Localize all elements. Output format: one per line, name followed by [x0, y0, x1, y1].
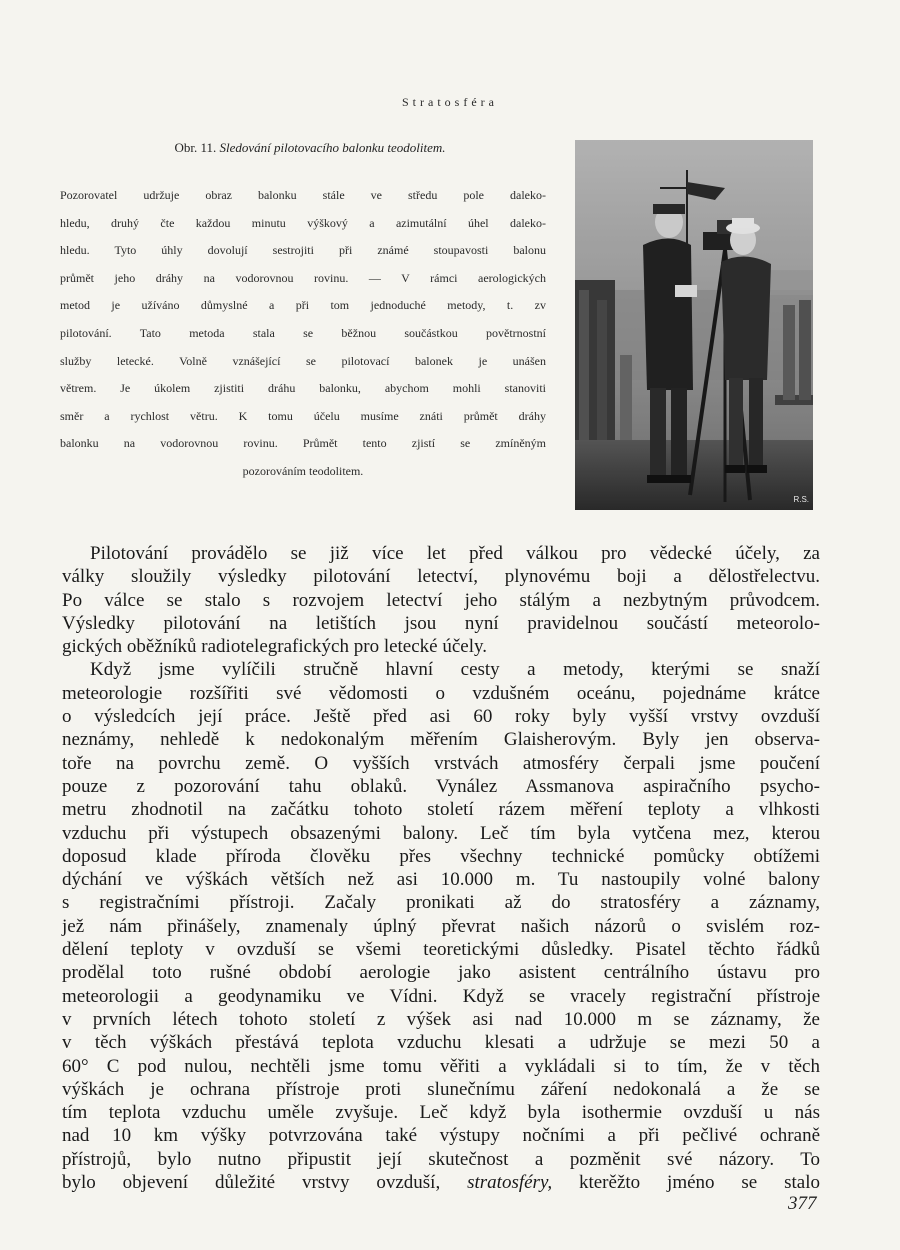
body-line: války sloužily výsledky pilotování letectví, plynovému boji a dělostřelectvu.: [62, 566, 820, 588]
figure-description-line: průmět jeho dráhy na vodorovnou rovinu. — V rámci aerologických: [60, 270, 546, 285]
body-line: gických oběžníků radiotelegrafických pro letecké účely.: [62, 636, 488, 658]
body-line: přístrojů, bylo nutno připustit její skutečnost a pozměnit své názory. To: [62, 1148, 820, 1170]
body-line: neznámy, nehledě k nedokonalým měřením Glaisherovým. Byly jen observa-: [62, 729, 820, 751]
body-line: v prvních létech tohoto století z výšek asi nad 10.000 m se záznamy, že: [62, 1008, 820, 1030]
figure-description-line: hledu, druhý čte každou minutu výškový a azimutální úhel daleko-: [60, 215, 546, 230]
body-last-post: kterěžto jméno se stalo: [552, 1172, 821, 1194]
figure-description-line: pilotování. Tato metoda stala se běžnou součástkou povětrnostní: [60, 325, 546, 340]
stratosfera-term: stratosféry,: [467, 1172, 553, 1194]
body-line: v těch výškách přestává teplota vzduchu klesati a udržuje se mezi 50 a: [62, 1032, 820, 1054]
theodolite-photo-illustration: [575, 140, 813, 510]
theodolite-photo: [575, 140, 813, 510]
body-line-last: [62, 1171, 820, 1194]
body-line: pouze z pozorování tahu oblaků. Vynález Assmanova aspiračního psycho-: [62, 775, 820, 797]
figure-description: [60, 182, 546, 486]
body-line: jež nám přinášely, znamenaly úplný převrat našich názorů o svislém roz-: [62, 915, 820, 937]
body-text: [62, 542, 821, 1194]
body-line: nad 10 km výšky potvrzována také výstupy nočními a při pečlivé ochraně: [62, 1125, 820, 1147]
body-line: tím teplota vzduchu uměle zvyšuje. Leč když byla isothermie ovzduší u nás: [62, 1102, 820, 1124]
body-line: 60° C pod nulou, nechtěli jsme tomu věřiti a vykládali si to tím, že v těch: [62, 1055, 820, 1077]
figure-description-line: metod je užíváno důmyslné a při tom jednoduché metody, t. zv: [60, 298, 546, 313]
body-line: dýchání ve výškách větších než asi 10.000 m. Tu nastoupily volné balony: [62, 869, 820, 891]
figure-description-line: pozorováním teodolitem.: [242, 463, 364, 478]
figure-label: Obr. 11.: [174, 140, 217, 155]
figure-description-line: větrem. Je úkolem zjistiti dráhu balonku, abychom mohli stanoviti: [60, 381, 546, 396]
body-line: Po válce se stalo s rozvojem letectví jeho stálým a nezbytným průvodcem.: [62, 589, 820, 611]
figure-description-line: Pozorovatel udržuje obraz balonku stále ve středu pole daleko-: [60, 188, 546, 202]
body-last-pre: bylo objevení důležité vrstvy ovzduší,: [62, 1172, 468, 1194]
photo-signature: R.S.: [793, 495, 809, 504]
body-line: s registračními přístroji. Začaly pronikati až do stratosféry a záznamy,: [62, 892, 820, 914]
body-line: Výsledky pilotování na letištích jsou nyní pravidelnou součástí meteorolo-: [62, 612, 820, 634]
figure-description-line: balonku na vodorovnou rovinu. Průmět tento zjistí se zmíněným: [60, 436, 546, 451]
body-line: meteorologii a geodynamiku ve Vídni. Když se vracely registrační přístroje: [62, 985, 820, 1007]
body-line: toře na povrchu země. O vyšších vrstvách atmosféry čerpali jsme poučení: [62, 752, 820, 774]
running-head: Stratosféra: [402, 95, 498, 109]
figure-description-line: hledu. Tyto úhly dovolují sestrojiti při známé stoupavosti balonu: [60, 243, 546, 258]
figure-description-line: směr a rychlost větru. K tomu účelu musíme znáti průmět dráhy: [60, 408, 546, 423]
body-line: dělení teploty v ovzduší se všemi teoretickými důsledky. Pisatel těchto řádků: [62, 939, 820, 961]
figure-title: Sledování pilotovacího balonku teodolitem.: [219, 140, 446, 155]
body-line: meteorologie rozšířiti své vědomosti o vzdušném oceánu, pojednáme krátce: [62, 682, 820, 704]
body-line: o výsledcích její práce. Ještě před asi 60 roky byly vyšší vrstvy ovzduší: [62, 706, 820, 728]
body-line: metru zhodnotil na začátku tohoto století rázem měření teploty a vlhkosti: [62, 799, 820, 821]
figure-caption: [60, 140, 560, 156]
page-number: 377: [788, 1193, 817, 1214]
body-line: Pilotování provádělo se již více let před válkou pro vědecké účely, za: [90, 543, 820, 564]
body-line: prodělal toto rušné období aerologie jako asistent centrálního ústavu pro: [62, 962, 820, 984]
body-line: výškách je ochrana přístroje proti slunečnímu záření nedokonalá a že se: [62, 1078, 820, 1100]
figure-description-line: služby letecké. Volně vznášející se pilotovací balonek je unášen: [60, 353, 546, 368]
body-line: doposud klade příroda člověku přes všechny technické pomůcky obtížemi: [62, 845, 820, 867]
body-line: Když jsme vylíčili stručně hlavní cesty a metody, kterými se snaží: [90, 659, 820, 681]
body-line: vzduchu při výstupech obsazenými balony. Leč tím byla vytčena mez, kterou: [62, 822, 820, 844]
